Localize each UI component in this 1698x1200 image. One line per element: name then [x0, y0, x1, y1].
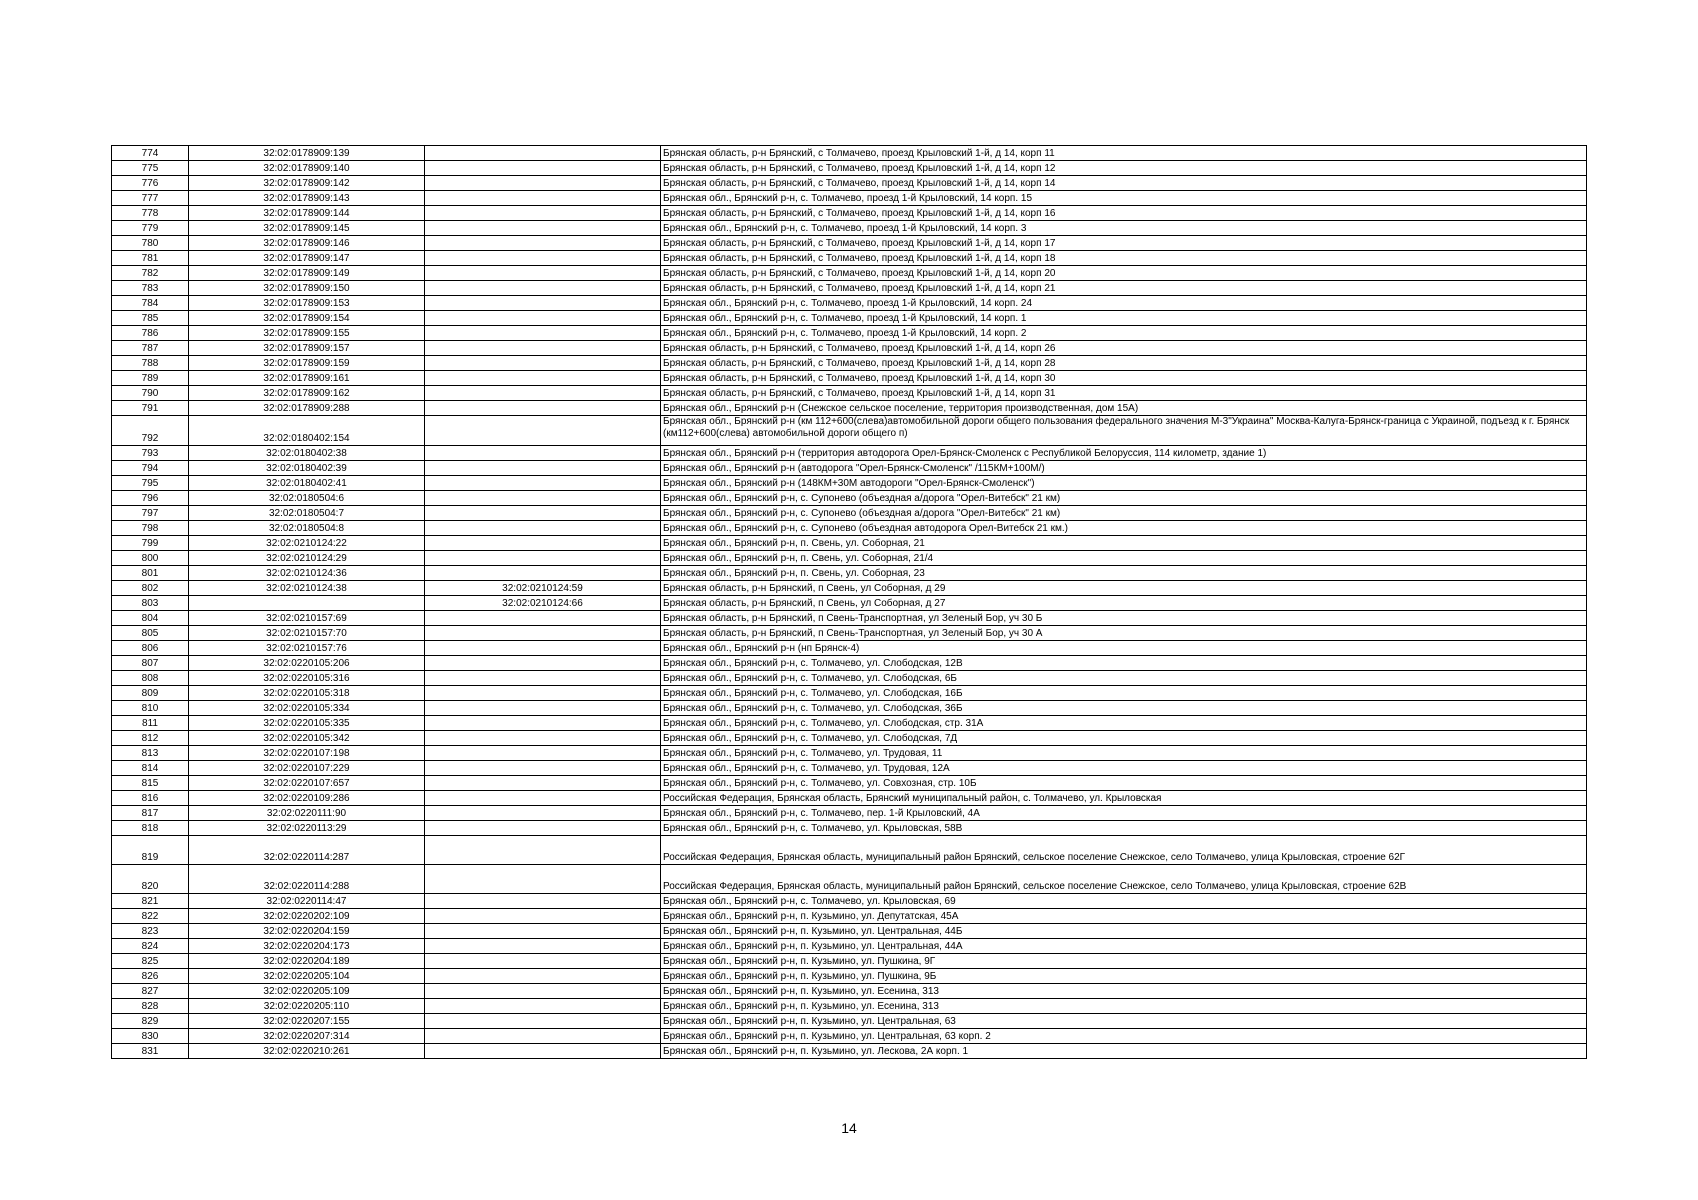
- table-row: [112, 671, 1587, 686]
- row-number: 826: [112, 969, 189, 984]
- cadastral-number: 32:02:0220107:229: [189, 761, 425, 776]
- cadastral-number-extra: [425, 939, 661, 954]
- table-row: [112, 626, 1587, 641]
- table-row: [112, 566, 1587, 581]
- cadastral-number: 32:02:0178909:162: [189, 386, 425, 401]
- address-cell: Брянская обл., Брянский р-н, с. Толмачево, проезд 1-й Крыловский, 14 корп. 3: [661, 221, 1587, 236]
- cadastral-number-extra: [425, 746, 661, 761]
- row-number: 814: [112, 761, 189, 776]
- address-cell: Брянская обл., Брянский р-н, с. Толмачево, проезд 1-й Крыловский, 14 корп. 1: [661, 311, 1587, 326]
- row-number: 802: [112, 581, 189, 596]
- cadastral-number: 32:02:0220111:90: [189, 806, 425, 821]
- address-cell: Брянская обл., Брянский р-н, с. Толмачево, ул. Слободская, 16Б: [661, 686, 1587, 701]
- cadastral-number: 32:02:0210157:69: [189, 611, 425, 626]
- address-cell: Брянская обл., Брянский р-н, с. Толмачево, ул. Слободская, 6Б: [661, 671, 1587, 686]
- cadastral-number-extra: [425, 716, 661, 731]
- row-number: 813: [112, 746, 189, 761]
- row-number: 791: [112, 401, 189, 416]
- cadastral-number: 32:02:0220105:335: [189, 716, 425, 731]
- cadastral-number-extra: [425, 909, 661, 924]
- row-number: 796: [112, 491, 189, 506]
- cadastral-number-extra: [425, 386, 661, 401]
- row-number: 829: [112, 1014, 189, 1029]
- cadastral-number-extra: 32:02:0210124:66: [425, 596, 661, 611]
- address-cell: Брянская область, р-н Брянский, с Толмачево, проезд Крыловский 1-й, д 14, корп 30: [661, 371, 1587, 386]
- table-row: [112, 311, 1587, 326]
- row-number: 793: [112, 446, 189, 461]
- address-cell: Брянская обл., Брянский р-н, с. Толмачево, ул. Совхозная, стр. 10Б: [661, 776, 1587, 791]
- cadastral-number: 32:02:0220107:657: [189, 776, 425, 791]
- table-row: [112, 894, 1587, 909]
- cadastral-number: 32:02:0178909:159: [189, 356, 425, 371]
- table-row: [112, 746, 1587, 761]
- table-row: [112, 791, 1587, 806]
- cadastral-number: 32:02:0220207:155: [189, 1014, 425, 1029]
- address-cell: Брянская область, р-н Брянский, с Толмачево, проезд Крыловский 1-й, д 14, корп 17: [661, 236, 1587, 251]
- address-cell: Брянская обл., Брянский р-н, с. Супонево (объездная а/дорога "Орел-Витебск" 21 км): [661, 491, 1587, 506]
- table-row: [112, 176, 1587, 191]
- cadastral-number: 32:02:0220105:334: [189, 701, 425, 716]
- table-row: [112, 776, 1587, 791]
- cadastral-number: 32:02:0220205:109: [189, 984, 425, 999]
- address-cell: Брянская обл., Брянский р-н, п. Кузьмино, ул. Пушкина, 9Б: [661, 969, 1587, 984]
- cadastral-number-extra: 32:02:0210124:59: [425, 581, 661, 596]
- cadastral-number-extra: [425, 984, 661, 999]
- table-row: [112, 924, 1587, 939]
- row-number: 828: [112, 999, 189, 1014]
- table-row: [112, 221, 1587, 236]
- cadastral-number-extra: [425, 806, 661, 821]
- address-cell: Брянская обл., Брянский р-н, п. Кузьмино, ул. Депутатская, 45А: [661, 909, 1587, 924]
- cadastral-number: 32:02:0180402:39: [189, 461, 425, 476]
- cadastral-number-extra: [425, 821, 661, 836]
- cadastral-number: 32:02:0180402:154: [189, 416, 425, 446]
- table-row: [112, 416, 1587, 446]
- address-cell: Брянская обл., Брянский р-н (территория автодорога Орел-Брянск-Смоленск с Республикой Белоруссия, 114 километр, здание 1): [661, 446, 1587, 461]
- cadastral-number-extra: [425, 326, 661, 341]
- address-cell: Брянская область, р-н Брянский, с Толмачево, проезд Крыловский 1-й, д 14, корп 26: [661, 341, 1587, 356]
- table-row: [112, 596, 1587, 611]
- cadastral-number: 32:02:0220207:314: [189, 1029, 425, 1044]
- cadastral-number: 32:02:0178909:145: [189, 221, 425, 236]
- cadastral-number-extra: [425, 999, 661, 1014]
- table-row: [112, 821, 1587, 836]
- cadastral-number: 32:02:0220114:288: [189, 865, 425, 894]
- table-row: [112, 386, 1587, 401]
- cadastral-number: 32:02:0220113:29: [189, 821, 425, 836]
- table-row: [112, 266, 1587, 281]
- row-number: 797: [112, 506, 189, 521]
- address-cell: Брянская область, р-н Брянский, п Свень, ул Соборная, д 29: [661, 581, 1587, 596]
- cadastral-number-extra: [425, 356, 661, 371]
- table-row: [112, 999, 1587, 1014]
- row-number: 794: [112, 461, 189, 476]
- table-row: [112, 909, 1587, 924]
- cadastral-number-extra: [425, 551, 661, 566]
- row-number: 807: [112, 656, 189, 671]
- cadastral-number-extra: [425, 836, 661, 865]
- address-cell: Брянская область, р-н Брянский, с Толмачево, проезд Крыловский 1-й, д 14, корп 28: [661, 356, 1587, 371]
- address-cell: Брянская обл., Брянский р-н (нп Брянск-4): [661, 641, 1587, 656]
- table-row: [112, 611, 1587, 626]
- cadastral-number-extra: [425, 221, 661, 236]
- address-cell: Брянская обл., Брянский р-н, с. Толмачево, проезд 1-й Крыловский, 14 корп. 15: [661, 191, 1587, 206]
- table-row: [112, 939, 1587, 954]
- table-row: [112, 326, 1587, 341]
- address-cell: Брянская обл., Брянский р-н, с. Супонево (объездная а/дорога "Орел-Витебск" 21 км): [661, 506, 1587, 521]
- cadastral-number-extra: [425, 371, 661, 386]
- table-row: [112, 1029, 1587, 1044]
- table-row: [112, 954, 1587, 969]
- table-row: [112, 191, 1587, 206]
- table-row: [112, 341, 1587, 356]
- cadastral-number-extra: [425, 251, 661, 266]
- cadastral-table: [111, 145, 1587, 1059]
- row-number: 799: [112, 536, 189, 551]
- cadastral-number: 32:02:0210124:29: [189, 551, 425, 566]
- table-row: [112, 984, 1587, 999]
- cadastral-number-extra: [425, 536, 661, 551]
- table-row: [112, 656, 1587, 671]
- table-row: [112, 206, 1587, 221]
- row-number: 811: [112, 716, 189, 731]
- address-cell: Брянская обл., Брянский р-н (148КМ+30М автодороги "Орел-Брянск-Смоленск"): [661, 476, 1587, 491]
- address-cell: Брянская обл., Брянский р-н (км 112+600(слева)автомобильной дороги общего пользования федерального значения М-3"Украина" Москва-Калуга-Брянск-граница с Украиной, подъезд к г. Брянск (км112+600(слева) автомобильной дороги общего п): [661, 416, 1587, 446]
- cadastral-number: 32:02:0210157:70: [189, 626, 425, 641]
- cadastral-number-extra: [425, 161, 661, 176]
- cadastral-number-extra: [425, 894, 661, 909]
- cadastral-number: 32:02:0178909:140: [189, 161, 425, 176]
- cadastral-number: 32:02:0178909:142: [189, 176, 425, 191]
- cadastral-number: 32:02:0220114:47: [189, 894, 425, 909]
- cadastral-number: 32:02:0180402:41: [189, 476, 425, 491]
- row-number: 815: [112, 776, 189, 791]
- table-row: [112, 446, 1587, 461]
- cadastral-number: 32:02:0178909:150: [189, 281, 425, 296]
- cadastral-number-extra: [425, 146, 661, 161]
- cadastral-number: 32:02:0178909:147: [189, 251, 425, 266]
- address-cell: Брянская область, р-н Брянский, с Толмачево, проезд Крыловский 1-й, д 14, корп 20: [661, 266, 1587, 281]
- address-cell: Брянская область, р-н Брянский, п Свень-Транспортная, ул Зеленый Бор, уч 30 Б: [661, 611, 1587, 626]
- cadastral-number-extra: [425, 611, 661, 626]
- row-number: 792: [112, 416, 189, 446]
- cadastral-number: 32:02:0180504:6: [189, 491, 425, 506]
- address-cell: Российская Федерация, Брянская область, Брянский муниципальный район, с. Толмачево, ул. Крыловская: [661, 791, 1587, 806]
- cadastral-number-extra: [425, 446, 661, 461]
- address-cell: Брянская обл., Брянский р-н (Снежское сельское поселение, территория производственная, дом 15А): [661, 401, 1587, 416]
- row-number: 790: [112, 386, 189, 401]
- address-cell: Брянская обл., Брянский р-н, с. Толмачево, ул. Слободская, стр. 31А: [661, 716, 1587, 731]
- row-number: 777: [112, 191, 189, 206]
- row-number: 798: [112, 521, 189, 536]
- cadastral-number: 32:02:0178909:143: [189, 191, 425, 206]
- row-number: 820: [112, 865, 189, 894]
- table-row: [112, 969, 1587, 984]
- cadastral-number-extra: [425, 641, 661, 656]
- cadastral-number: 32:02:0220202:109: [189, 909, 425, 924]
- cadastral-number-extra: [425, 1014, 661, 1029]
- row-number: 780: [112, 236, 189, 251]
- cadastral-number-extra: [425, 491, 661, 506]
- row-number: 821: [112, 894, 189, 909]
- row-number: 830: [112, 1029, 189, 1044]
- table-row: [112, 701, 1587, 716]
- row-number: 824: [112, 939, 189, 954]
- address-cell: Брянская обл., Брянский р-н, п. Кузьмино, ул. Есенина, 313: [661, 984, 1587, 999]
- table-row: [112, 761, 1587, 776]
- row-number: 781: [112, 251, 189, 266]
- table-row: [112, 716, 1587, 731]
- cadastral-number: 32:02:0220205:110: [189, 999, 425, 1014]
- cadastral-number: 32:02:0220114:287: [189, 836, 425, 865]
- table-row: [112, 476, 1587, 491]
- cadastral-number-extra: [425, 401, 661, 416]
- address-cell: Брянская обл., Брянский р-н, п. Кузьмино, ул. Центральная, 44А: [661, 939, 1587, 954]
- cadastral-number: 32:02:0220204:189: [189, 954, 425, 969]
- cadastral-number-extra: [425, 281, 661, 296]
- row-number: 806: [112, 641, 189, 656]
- row-number: 818: [112, 821, 189, 836]
- row-number: 786: [112, 326, 189, 341]
- cadastral-number-extra: [425, 686, 661, 701]
- cadastral-number: 32:02:0180402:38: [189, 446, 425, 461]
- cadastral-number: 32:02:0220204:159: [189, 924, 425, 939]
- cadastral-number: 32:02:0220205:104: [189, 969, 425, 984]
- table-row: [112, 296, 1587, 311]
- cadastral-number-extra: [425, 191, 661, 206]
- row-number: 808: [112, 671, 189, 686]
- table-row: [112, 865, 1587, 894]
- cadastral-number-extra: [425, 476, 661, 491]
- address-cell: Российская Федерация, Брянская область, муниципальный район Брянский, сельское поселение Снежское, село Толмачево, улица Крыловская, строение 62В: [661, 865, 1587, 894]
- row-number: 788: [112, 356, 189, 371]
- cadastral-number-extra: [425, 506, 661, 521]
- address-cell: Брянская область, р-н Брянский, с Толмачево, проезд Крыловский 1-й, д 14, корп 11: [661, 146, 1587, 161]
- cadastral-number: 32:02:0220105:342: [189, 731, 425, 746]
- address-cell: Брянская обл., Брянский р-н, с. Толмачево, ул. Трудовая, 12А: [661, 761, 1587, 776]
- address-cell: Брянская обл., Брянский р-н, с. Толмачево, ул. Слободская, 36Б: [661, 701, 1587, 716]
- cadastral-number-extra: [425, 969, 661, 984]
- row-number: 782: [112, 266, 189, 281]
- address-cell: Брянская область, р-н Брянский, с Толмачево, проезд Крыловский 1-й, д 14, корп 31: [661, 386, 1587, 401]
- cadastral-number-extra: [425, 266, 661, 281]
- table-row: [112, 506, 1587, 521]
- table-row: [112, 356, 1587, 371]
- cadastral-number-extra: [425, 656, 661, 671]
- address-cell: Брянская обл., Брянский р-н, п. Кузьмино, ул. Лескова, 2А корп. 1: [661, 1044, 1587, 1059]
- cadastral-number-extra: [425, 341, 661, 356]
- table-row: [112, 146, 1587, 161]
- cadastral-number-extra: [425, 461, 661, 476]
- table-row: [112, 281, 1587, 296]
- row-number: 784: [112, 296, 189, 311]
- cadastral-number-extra: [425, 566, 661, 581]
- table-row: [112, 461, 1587, 476]
- cadastral-number-extra: [425, 416, 661, 446]
- cadastral-number-extra: [425, 236, 661, 251]
- cadastral-number: 32:02:0178909:161: [189, 371, 425, 386]
- cadastral-number: [189, 596, 425, 611]
- cadastral-number: 32:02:0220105:206: [189, 656, 425, 671]
- table-row: [112, 536, 1587, 551]
- row-number: 803: [112, 596, 189, 611]
- table-row: [112, 236, 1587, 251]
- cadastral-number: 32:02:0178909:157: [189, 341, 425, 356]
- cadastral-number: 32:02:0210124:38: [189, 581, 425, 596]
- row-number: 805: [112, 626, 189, 641]
- cadastral-number-extra: [425, 731, 661, 746]
- address-cell: Брянская обл., Брянский р-н, с. Толмачево, ул. Слободская, 12В: [661, 656, 1587, 671]
- row-number: 774: [112, 146, 189, 161]
- row-number: 785: [112, 311, 189, 326]
- row-number: 789: [112, 371, 189, 386]
- address-cell: Брянская область, р-н Брянский, с Толмачево, проезд Крыловский 1-й, д 14, корп 21: [661, 281, 1587, 296]
- table-row: [112, 161, 1587, 176]
- row-number: 817: [112, 806, 189, 821]
- address-cell: Брянская обл., Брянский р-н, с. Толмачево, ул. Крыловская, 69: [661, 894, 1587, 909]
- cadastral-number-extra: [425, 701, 661, 716]
- row-number: 801: [112, 566, 189, 581]
- address-cell: Брянская обл., Брянский р-н, с. Толмачево, проезд 1-й Крыловский, 14 корп. 24: [661, 296, 1587, 311]
- table-row: [112, 581, 1587, 596]
- cadastral-number-extra: [425, 1044, 661, 1059]
- row-number: 778: [112, 206, 189, 221]
- address-cell: Брянская обл., Брянский р-н, п. Кузьмино, ул. Центральная, 63 корп. 2: [661, 1029, 1587, 1044]
- address-cell: Брянская область, р-н Брянский, с Толмачево, проезд Крыловский 1-й, д 14, корп 12: [661, 161, 1587, 176]
- cadastral-number: 32:02:0178909:288: [189, 401, 425, 416]
- cadastral-number: 32:02:0180504:7: [189, 506, 425, 521]
- row-number: 819: [112, 836, 189, 865]
- cadastral-number: 32:02:0178909:144: [189, 206, 425, 221]
- row-number: 812: [112, 731, 189, 746]
- cadastral-number: 32:02:0180504:8: [189, 521, 425, 536]
- cadastral-number-extra: [425, 954, 661, 969]
- table-row: [112, 641, 1587, 656]
- row-number: 809: [112, 686, 189, 701]
- address-cell: Брянская обл., Брянский р-н, п. Кузьмино, ул. Пушкина, 9Г: [661, 954, 1587, 969]
- cadastral-number: 32:02:0220204:173: [189, 939, 425, 954]
- table-row: [112, 686, 1587, 701]
- row-number: 800: [112, 551, 189, 566]
- cadastral-number-extra: [425, 626, 661, 641]
- cadastral-number: 32:02:0178909:154: [189, 311, 425, 326]
- table-row: [112, 1014, 1587, 1029]
- row-number: 787: [112, 341, 189, 356]
- cadastral-number-extra: [425, 776, 661, 791]
- table-row: [112, 731, 1587, 746]
- address-cell: Брянская область, р-н Брянский, п Свень, ул Соборная, д 27: [661, 596, 1587, 611]
- address-cell: Брянская обл., Брянский р-н, с. Толмачево, проезд 1-й Крыловский, 14 корп. 2: [661, 326, 1587, 341]
- row-number: 775: [112, 161, 189, 176]
- row-number: 779: [112, 221, 189, 236]
- row-number: 822: [112, 909, 189, 924]
- cadastral-number-extra: [425, 521, 661, 536]
- address-cell: Российская Федерация, Брянская область, муниципальный район Брянский, сельское поселение Снежское, село Толмачево, улица Крыловская, строение 62Г: [661, 836, 1587, 865]
- cadastral-number: 32:02:0210157:76: [189, 641, 425, 656]
- table-row: [112, 401, 1587, 416]
- cadastral-number-extra: [425, 206, 661, 221]
- cadastral-number: 32:02:0178909:149: [189, 266, 425, 281]
- table-row: [112, 251, 1587, 266]
- cadastral-number: 32:02:0178909:139: [189, 146, 425, 161]
- cadastral-number: 32:02:0178909:146: [189, 236, 425, 251]
- table-row: [112, 371, 1587, 386]
- address-cell: Брянская обл., Брянский р-н, п. Кузьмино, ул. Центральная, 44Б: [661, 924, 1587, 939]
- address-cell: Брянская область, р-н Брянский, п Свень-Транспортная, ул Зеленый Бор, уч 30 А: [661, 626, 1587, 641]
- address-cell: Брянская обл., Брянский р-н, с. Толмачево, пер. 1-й Крыловский, 4А: [661, 806, 1587, 821]
- cadastral-number-extra: [425, 296, 661, 311]
- cadastral-number-extra: [425, 1029, 661, 1044]
- row-number: 810: [112, 701, 189, 716]
- cadastral-number-extra: [425, 791, 661, 806]
- table-body: [112, 146, 1587, 1059]
- address-cell: Брянская обл., Брянский р-н, с. Супонево (объездная автодорога Орел-Витебск 21 км.): [661, 521, 1587, 536]
- cadastral-number: 32:02:0220105:318: [189, 686, 425, 701]
- row-number: 783: [112, 281, 189, 296]
- cadastral-number: 32:02:0210124:36: [189, 566, 425, 581]
- address-cell: Брянская область, р-н Брянский, с Толмачево, проезд Крыловский 1-й, д 14, корп 16: [661, 206, 1587, 221]
- row-number: 823: [112, 924, 189, 939]
- row-number: 804: [112, 611, 189, 626]
- row-number: 795: [112, 476, 189, 491]
- cadastral-number: 32:02:0210124:22: [189, 536, 425, 551]
- address-cell: Брянская обл., Брянский р-н, с. Толмачево, ул. Крыловская, 58В: [661, 821, 1587, 836]
- cadastral-number-extra: [425, 311, 661, 326]
- table-row: [112, 836, 1587, 865]
- row-number: 816: [112, 791, 189, 806]
- row-number: 776: [112, 176, 189, 191]
- row-number: 831: [112, 1044, 189, 1059]
- address-cell: Брянская обл., Брянский р-н, с. Толмачево, ул. Трудовая, 11: [661, 746, 1587, 761]
- cadastral-number: 32:02:0178909:155: [189, 326, 425, 341]
- cadastral-number: 32:02:0220109:286: [189, 791, 425, 806]
- table-row: [112, 806, 1587, 821]
- cadastral-number-extra: [425, 671, 661, 686]
- page-number: 14: [841, 1120, 857, 1136]
- address-cell: Брянская обл., Брянский р-н, п. Свень, ул. Соборная, 21/4: [661, 551, 1587, 566]
- row-number: 827: [112, 984, 189, 999]
- address-cell: Брянская обл., Брянский р-н (автодорога "Орел-Брянск-Смоленск" /115КМ+100М/): [661, 461, 1587, 476]
- row-number: 825: [112, 954, 189, 969]
- cadastral-number-extra: [425, 761, 661, 776]
- cadastral-number: 32:02:0178909:153: [189, 296, 425, 311]
- table-row: [112, 491, 1587, 506]
- cadastral-number-extra: [425, 865, 661, 894]
- cadastral-number: 32:02:0220210:261: [189, 1044, 425, 1059]
- address-cell: Брянская обл., Брянский р-н, п. Кузьмино, ул. Центральная, 63: [661, 1014, 1587, 1029]
- address-cell: Брянская область, р-н Брянский, с Толмачево, проезд Крыловский 1-й, д 14, корп 18: [661, 251, 1587, 266]
- cadastral-number-extra: [425, 176, 661, 191]
- table-row: [112, 551, 1587, 566]
- address-cell: Брянская обл., Брянский р-н, с. Толмачево, ул. Слободская, 7Д: [661, 731, 1587, 746]
- table-row: [112, 521, 1587, 536]
- cadastral-number: 32:02:0220107:198: [189, 746, 425, 761]
- table-row: [112, 1044, 1587, 1059]
- address-cell: Брянская обл., Брянский р-н, п. Кузьмино, ул. Есенина, 313: [661, 999, 1587, 1014]
- cadastral-number-extra: [425, 924, 661, 939]
- address-cell: Брянская обл., Брянский р-н, п. Свень, ул. Соборная, 21: [661, 536, 1587, 551]
- address-cell: Брянская обл., Брянский р-н, п. Свень, ул. Соборная, 23: [661, 566, 1587, 581]
- cadastral-number: 32:02:0220105:316: [189, 671, 425, 686]
- address-cell: Брянская область, р-н Брянский, с Толмачево, проезд Крыловский 1-й, д 14, корп 14: [661, 176, 1587, 191]
